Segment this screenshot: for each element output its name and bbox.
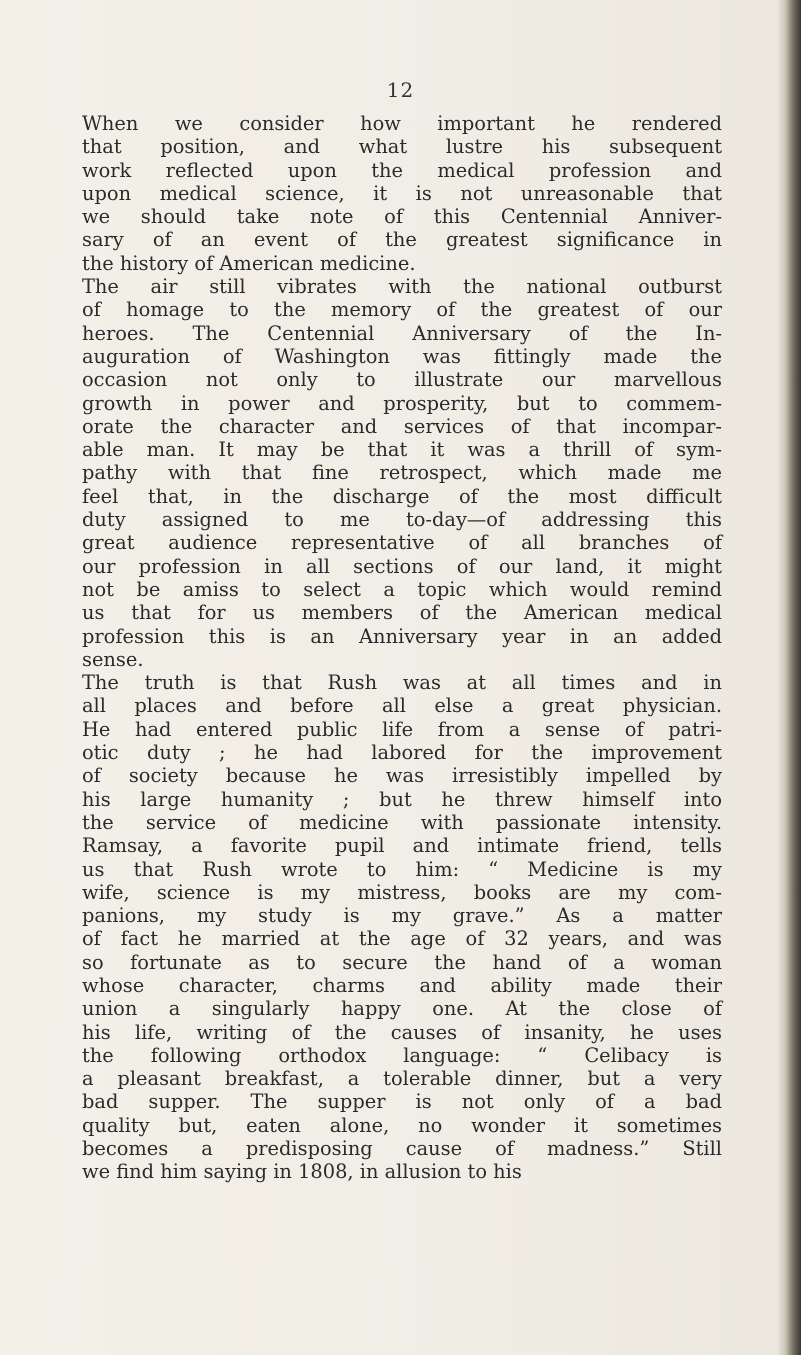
text-line: feel that, in the discharge of the most difficult xyxy=(82,484,722,508)
text-line: union a singularly happy one. At the close of xyxy=(82,997,722,1021)
text-line: The truth is that Rush was at all times and in xyxy=(82,671,722,695)
text-line: us that for us members of the American medical xyxy=(82,601,722,625)
text-line: heroes. The Centennial Anniversary of the In- xyxy=(82,321,722,345)
text-line: the history of American medicine. xyxy=(82,251,416,275)
text-line: growth in power and prosperity, but to commem- xyxy=(82,391,722,415)
text-line: a pleasant breakfast, a tolerable dinner, but a very xyxy=(82,1067,722,1091)
text-line: all places and before all else a great physician. xyxy=(82,694,722,718)
paragraph-2 xyxy=(82,275,722,671)
text-line: panions, my study is my grave.” As a matter xyxy=(82,904,722,928)
paragraph-3 xyxy=(82,671,722,1184)
text-line: his large humanity ; but he threw himself into xyxy=(82,787,722,811)
text-line: the following orthodox language: “ Celibacy is xyxy=(82,1043,722,1067)
text-line: we find him saying in 1808, in allusion to his xyxy=(82,1160,522,1184)
text-line: wife, science is my mistress, books are my com- xyxy=(82,880,722,904)
body-text xyxy=(82,112,722,1184)
text-line: of homage to the memory of the greatest of our xyxy=(82,298,722,322)
text-line: becomes a predisposing cause of madness.” Still xyxy=(82,1137,722,1161)
text-line: upon medical science, it is not unreasonable that xyxy=(82,181,722,205)
text-line: He had entered public life from a sense of patri- xyxy=(82,717,722,741)
text-line: his life, writing of the causes of insanity, he uses xyxy=(82,1020,722,1044)
text-line: pathy with that fine retrospect, which made me xyxy=(82,461,722,485)
page-number: 12 xyxy=(386,78,415,102)
text-line: so fortunate as to secure the hand of a woman xyxy=(82,950,722,974)
book-binding-edge xyxy=(777,0,801,1355)
text-line: otic duty ; he had labored for the improvement xyxy=(82,741,722,765)
text-line: able man. It may be that it was a thrill of sym- xyxy=(82,438,722,462)
text-line: we should take note of this Centennial Anniver- xyxy=(82,205,722,229)
text-line: great audience representative of all branches of xyxy=(82,531,722,555)
text-line: sense. xyxy=(82,647,144,671)
text-line: bad supper. The supper is not only of a bad xyxy=(82,1090,722,1114)
text-line: work reflected upon the medical profession and xyxy=(82,158,722,182)
paragraph-1 xyxy=(82,112,722,275)
text-line: not be amiss to select a topic which would remind xyxy=(82,577,722,601)
text-line: When we consider how important he rendered xyxy=(82,112,722,135)
text-line: us that Rush wrote to him: “ Medicine is my xyxy=(82,857,722,881)
text-line: duty assigned to me to-day—of addressing this xyxy=(82,508,722,532)
text-line: orate the character and services of that incompar- xyxy=(82,414,722,438)
text-line: profession this is an Anniversary year in an added xyxy=(82,624,722,648)
text-line: Ramsay, a favorite pupil and intimate friend, tells xyxy=(82,834,722,858)
text-line: sary of an event of the greatest significance in xyxy=(82,228,722,252)
text-line: the service of medicine with passionate intensity. xyxy=(82,810,722,834)
text-line: our profession in all sections of our land, it might xyxy=(82,554,722,578)
text-line: whose character, charms and ability made their xyxy=(82,973,722,997)
text-line: occasion not only to illustrate our marvellous xyxy=(82,368,722,392)
text-line: of fact he married at the age of 32 years, and was xyxy=(82,927,722,951)
text-line: quality but, eaten alone, no wonder it sometimes xyxy=(82,1113,722,1137)
text-line: that position, and what lustre his subsequent xyxy=(82,135,722,159)
text-line: of society because he was irresistibly impelled by xyxy=(82,764,722,788)
text-line: The air still vibrates with the national outburst xyxy=(82,275,722,299)
text-line: auguration of Washington was fittingly made the xyxy=(82,344,722,368)
